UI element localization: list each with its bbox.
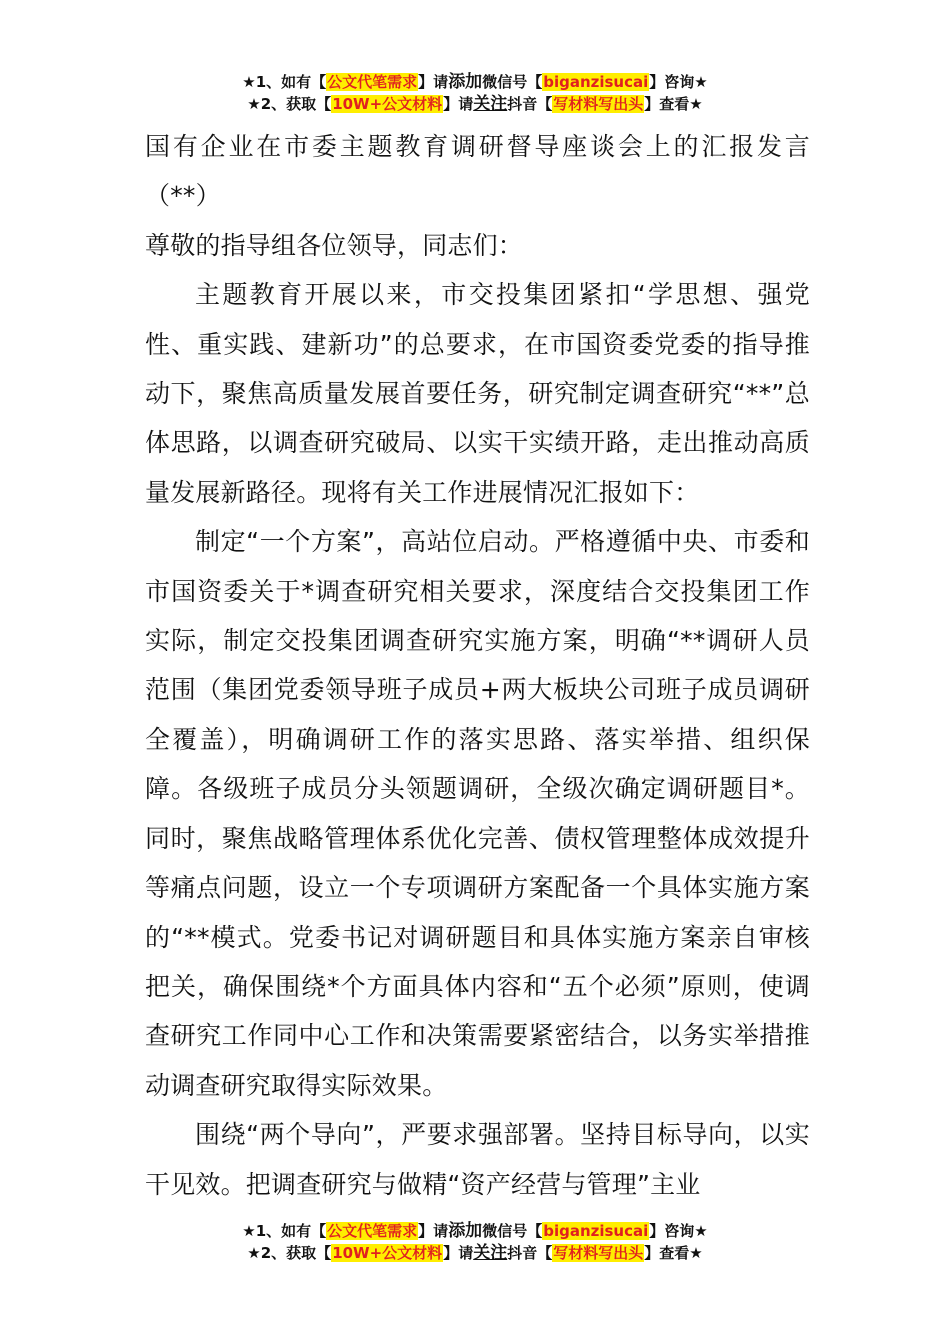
- paragraph: 主题教育开展以来，市交投集团紧扣“学思想、强党性、重实践、建新功”的总要求，在市国资委党委的指导推动下，聚焦高质量发展首要任务，研究制定调查研究“**”总体思路，以调查研究破局、以实干实绩开路，走出推动高质量发展新路径。现将有关工作进展情况汇报如下：: [145, 280, 810, 507]
- paragraph: 围绕“两个导向”，严要求强部署。坚持目标导向，以实干见效。把调查研究与做精“资产经营与管理”主业: [145, 1120, 810, 1199]
- highlight-tag: 写材料写出头: [553, 95, 644, 113]
- paragraph: 制定“一个方案”，高站位启动。严格遵循中央、市委和市国资委关于*调查研究相关要求，深度结合交投集团工作实际，制定交投集团调查研究实施方案，明确“**调研人员范围（集团党委领导班子成员+两大板块公司班子成员调研全覆盖），明确调研工作的落实思路、落实举措、组织保障。各级班子成员分头领题调研，全级次确定调研题目*。同时，聚焦战略管理体系优化完善、债权管理整体成效提升等痛点问题，设立一个专项调研方案配备一个具体实施方案的“**模式。党委书记对调研题目和具体实施方案亲自审核把关，确保围绕*个方面具体内容和“五个必须”原则，使调查研究工作同中心工作和决策需要紧密结合，以务实举措推动调查研究取得实际效果。: [145, 527, 810, 1100]
- highlight-tag: 10W+公文材料: [332, 1244, 443, 1262]
- highlight-tag: 10W+公文材料: [332, 95, 443, 113]
- salutation: 尊敬的指导组各位领导，同志们：: [145, 230, 524, 260]
- document-title: 国有企业在市委主题教育调研督导座谈会上的汇报发言（**）: [145, 132, 810, 211]
- banner-line-1: ★1、如有【公文代笔需求】请添加微信号【biganzisucai】咨询★: [242, 72, 708, 92]
- banner-line-1: ★1、如有【公文代笔需求】请添加微信号【biganzisucai】咨询★: [242, 1221, 708, 1241]
- banner-line-2: ★2、获取【10W+公文材料】请关注抖音【写材料写出头】查看★: [247, 1243, 703, 1263]
- highlight-tag: 写材料写出头: [553, 1244, 644, 1262]
- footer-banner: [0, 1220, 950, 1264]
- highlight-tag: biganzisucai: [543, 73, 649, 91]
- banner-line-2: ★2、获取【10W+公文材料】请关注抖音【写材料写出头】查看★: [247, 94, 703, 114]
- highlight-tag: biganzisucai: [543, 1222, 649, 1240]
- document-body: [145, 122, 810, 1209]
- header-banner: [0, 71, 950, 115]
- highlight-tag: 公文代笔需求: [327, 1222, 418, 1240]
- highlight-tag: 公文代笔需求: [327, 73, 418, 91]
